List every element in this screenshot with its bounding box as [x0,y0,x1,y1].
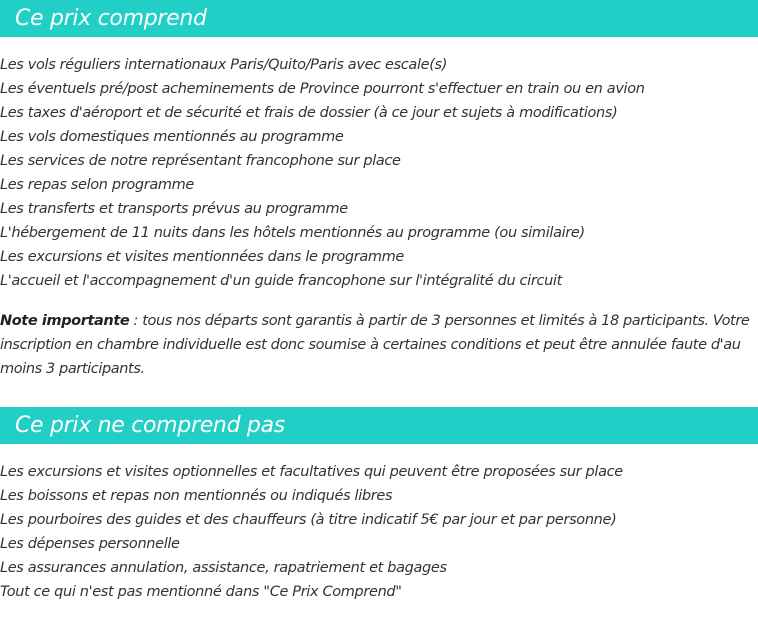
important-note-text: : tous nos départs sont garantis à partir de 3 personnes et limités à 18 participants. Votre inscription en chambre individuelle est donc soumise à certaines conditions et peut être annulée faute d'au moins 3 participants. [0,313,750,377]
important-note [0,309,750,381]
list-item: Les excursions et visites mentionnées dans le programme [0,249,404,265]
excluded-section-header [0,407,758,444]
list-item: Les éventuels pré/post acheminements de Province pourront s'effectuer en train ou en avion [0,81,645,97]
included-items-list [0,53,645,293]
list-item: Les dépenses personnelle [0,536,180,552]
list-item: Les assurances annulation, assistance, rapatriement et bagages [0,560,447,576]
list-item: Les services de notre représentant francophone sur place [0,153,401,169]
list-item: Tout ce qui n'est pas mentionné dans "Ce Prix Comprend" [0,584,402,600]
list-item: Les taxes d'aéroport et de sécurité et frais de dossier (à ce jour et sujets à modifications) [0,105,618,121]
list-item: Les pourboires des guides et des chauffeurs (à titre indicatif 5€ par jour et par personne) [0,512,617,528]
list-item: Les excursions et visites optionnelles et facultatives qui peuvent être proposées sur place [0,464,623,480]
included-section-title: Ce prix comprend [15,6,207,31]
list-item: Les vols réguliers internationaux Paris/Quito/Paris avec escale(s) [0,57,448,73]
excluded-items-list [0,460,623,604]
list-item: Les repas selon programme [0,177,194,193]
list-item: Les vols domestiques mentionnés au programme [0,129,344,145]
included-section-header [0,0,758,37]
list-item: Les boissons et repas non mentionnés ou indiqués libres [0,488,393,504]
important-note-label: Note importante [0,313,130,329]
list-item: L'accueil et l'accompagnement d'un guide francophone sur l'intégralité du circuit [0,273,562,289]
list-item: L'hébergement de 11 nuits dans les hôtels mentionnés au programme (ou similaire) [0,225,585,241]
list-item: Les transferts et transports prévus au programme [0,201,348,217]
excluded-section-title: Ce prix ne comprend pas [15,413,285,438]
